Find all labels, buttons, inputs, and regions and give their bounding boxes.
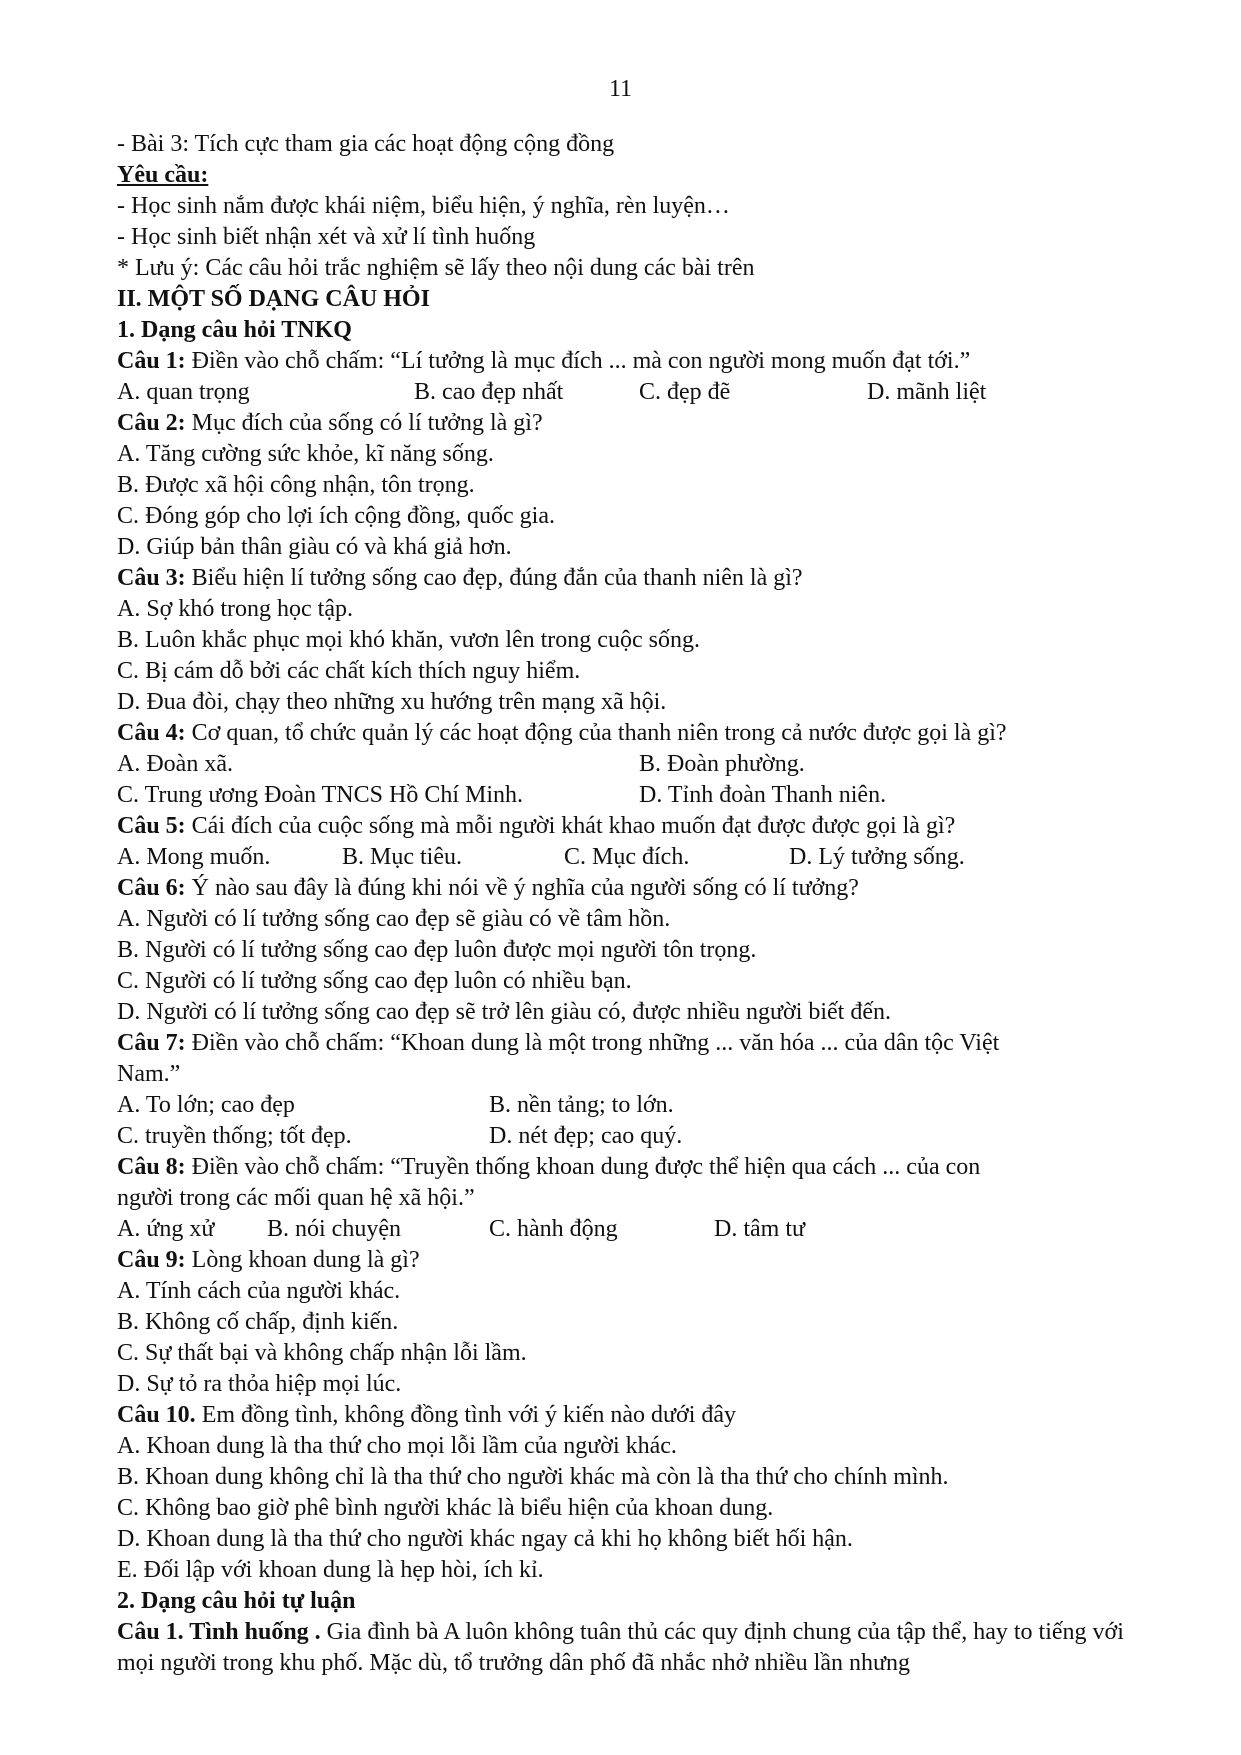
answer-option: A. Khoan dung là tha thứ cho mọi lỗi lầm của người khác. [117,1433,677,1459]
option-row [117,1121,1157,1152]
answer-option: D. mãnh liệt [867,379,987,405]
answer-option: B. cao đẹp nhất [414,379,564,405]
question-stem [117,873,1157,904]
section-heading: II. MỘT SỐ DẠNG CÂU HỎI [117,286,430,312]
question-stem [117,346,1157,377]
question-text: Điền vào chỗ chấm: “Truyền thống khoan dung được thể hiện qua cách ... của con [185,1154,981,1180]
requirement-item: - Học sinh nắm được khái niệm, biểu hiện, ý nghĩa, rèn luyện… [117,193,730,219]
subsection-heading: 2. Dạng câu hỏi tự luận [117,1588,356,1614]
answer-option: D. Giúp bản thân giàu có và khá giả hơn. [117,534,512,560]
answer-option: D. Tỉnh đoàn Thanh niên. [639,782,887,808]
question-text: Cơ quan, tổ chức quản lý các hoạt động của thanh niên trong cả nước được gọi là gì? [185,720,1007,746]
answer-option: A. Tính cách của người khác. [117,1278,401,1304]
question-stem [117,563,1157,594]
question-label: Câu 1: [117,348,186,374]
answer-option: B. Khoan dung không chỉ là tha thứ cho người khác mà còn là tha thứ cho chính mình. [117,1464,949,1490]
answer-option: A. Tăng cường sức khỏe, kĩ năng sống. [117,441,494,467]
question-text: Điền vào chỗ chấm: “Lí tưởng là mục đích ... mà con người mong muốn đạt tới.” [185,348,971,374]
answer-option: A. ứng xử [117,1216,215,1242]
question-text: Em đồng tình, không đồng tình với ý kiến nào dưới đây [195,1402,737,1428]
answer-option: C. Mục đích. [564,844,690,870]
question-stem [117,1028,1157,1059]
question-stem [117,1245,1157,1276]
answer-option: B. Không cố chấp, định kiến. [117,1309,399,1335]
option-row [117,780,1157,811]
answer-option: A. Sợ khó trong học tập. [117,596,354,622]
question-stem [117,1152,1157,1183]
answer-option: C. Trung ương Đoàn TNCS Hồ Chí Minh. [117,782,523,808]
answer-option: C. truyền thống; tốt đẹp. [117,1123,352,1149]
question-stem [117,811,1157,842]
answer-option: A. Mong muốn. [117,844,271,870]
question-text: Lòng khoan dung là gì? [185,1247,420,1273]
answer-option: B. nói chuyện [267,1216,401,1242]
question-text: Biểu hiện lí tưởng sống cao đẹp, đúng đắn của thanh niên là gì? [185,565,803,591]
answer-option: B. Được xã hội công nhận, tôn trọng. [117,472,475,498]
question-label: Câu 8: [117,1154,186,1180]
answer-option: C. Không bao giờ phê bình người khác là biểu hiện của khoan dung. [117,1495,774,1521]
question-text: Cái đích của cuộc sống mà mỗi người khát khao muốn đạt được được gọi là gì? [185,813,956,839]
page-number: 11 [608,76,633,102]
question-stem [117,408,1157,439]
answer-option: A. To lớn; cao đẹp [117,1092,295,1118]
answer-option: C. hành động [489,1216,618,1242]
answer-option: A. Đoàn xã. [117,751,233,777]
answer-option: D. Đua đòi, chạy theo những xu hướng trên mạng xã hội. [117,689,667,715]
question-text-continued: người trong các mối quan hệ xã hội.” [117,1185,475,1211]
option-row [117,842,1157,873]
answer-option: C. đẹp đẽ [639,379,731,405]
question-label: Câu 4: [117,720,186,746]
question-text: Mục đích của sống có lí tưởng là gì? [185,410,543,436]
essay-question [117,1617,1157,1679]
answer-option: A. Người có lí tưởng sống cao đẹp sẽ giàu có về tâm hồn. [117,906,671,932]
answer-option: D. Người có lí tưởng sống cao đẹp sẽ trở lên giàu có, được nhiều người biết đến. [117,999,891,1025]
question-text: Điền vào chỗ chấm: “Khoan dung là một trong những ... văn hóa ... của dân tộc Việt [185,1030,1000,1056]
answer-option: D. Lý tưởng sống. [789,844,965,870]
answer-option: E. Đối lập với khoan dung là hẹp hòi, ích kỉ. [117,1557,544,1583]
question-label: Câu 7: [117,1030,186,1056]
question-label: Câu 3: [117,565,186,591]
subsection-heading: 1. Dạng câu hỏi TNKQ [117,317,352,343]
answer-option: B. Đoàn phường. [639,751,805,777]
option-row [117,1214,1157,1245]
note-line: * Lưu ý: Các câu hỏi trắc nghiệm sẽ lấy theo nội dung các bài trên [117,255,755,281]
question-stem [117,718,1157,749]
question-label: Câu 10. [117,1402,196,1428]
lesson-line: - Bài 3: Tích cực tham gia các hoạt động cộng đồng [117,131,615,157]
question-label: Câu 5: [117,813,186,839]
answer-option: D. Sự tỏ ra thỏa hiệp mọi lúc. [117,1371,402,1397]
answer-option: B. Mục tiêu. [342,844,462,870]
option-row [117,749,1157,780]
answer-option: B. Luôn khắc phục mọi khó khăn, vươn lên trong cuộc sống. [117,627,700,653]
answer-option: B. Người có lí tưởng sống cao đẹp luôn được mọi người tôn trọng. [117,937,757,963]
question-text-continued: Nam.” [117,1061,181,1087]
answer-option: C. Sự thất bại và không chấp nhận lỗi lầm. [117,1340,527,1366]
essay-text: Gia đình bà A luôn không tuân thủ các quy định chung của tập thể, hay to tiếng với mọi người trong khu phố. Mặc dù, tổ trưởng dân phố đã nhắc nhở nhiều lần nhưng [117,1619,1124,1676]
answer-option: D. tâm tư [714,1216,805,1242]
answer-option: B. nền tảng; to lớn. [489,1092,674,1118]
option-row [117,377,1157,408]
question-text: Ý nào sau đây là đúng khi nói về ý nghĩa của người sống có lí tưởng? [185,875,859,901]
question-label: Câu 6: [117,875,186,901]
question-label: Câu 2: [117,410,186,436]
question-stem [117,1400,1157,1431]
option-row [117,1090,1157,1121]
answer-option: D. Khoan dung là tha thứ cho người khác ngay cả khi họ không biết hối hận. [117,1526,853,1552]
essay-label: Câu 1. Tình huống . [117,1619,321,1645]
question-label: Câu 9: [117,1247,186,1273]
requirement-item: - Học sinh biết nhận xét và xử lí tình huống [117,224,536,250]
requirements-heading: Yêu cầu: [117,162,209,188]
answer-option: C. Người có lí tưởng sống cao đẹp luôn có nhiều bạn. [117,968,632,994]
answer-option: C. Đóng góp cho lợi ích cộng đồng, quốc gia. [117,503,555,529]
answer-option: A. quan trọng [117,379,250,405]
answer-option: C. Bị cám dỗ bởi các chất kích thích nguy hiểm. [117,658,581,684]
answer-option: D. nét đẹp; cao quý. [489,1123,683,1149]
page-content [117,129,1157,1679]
